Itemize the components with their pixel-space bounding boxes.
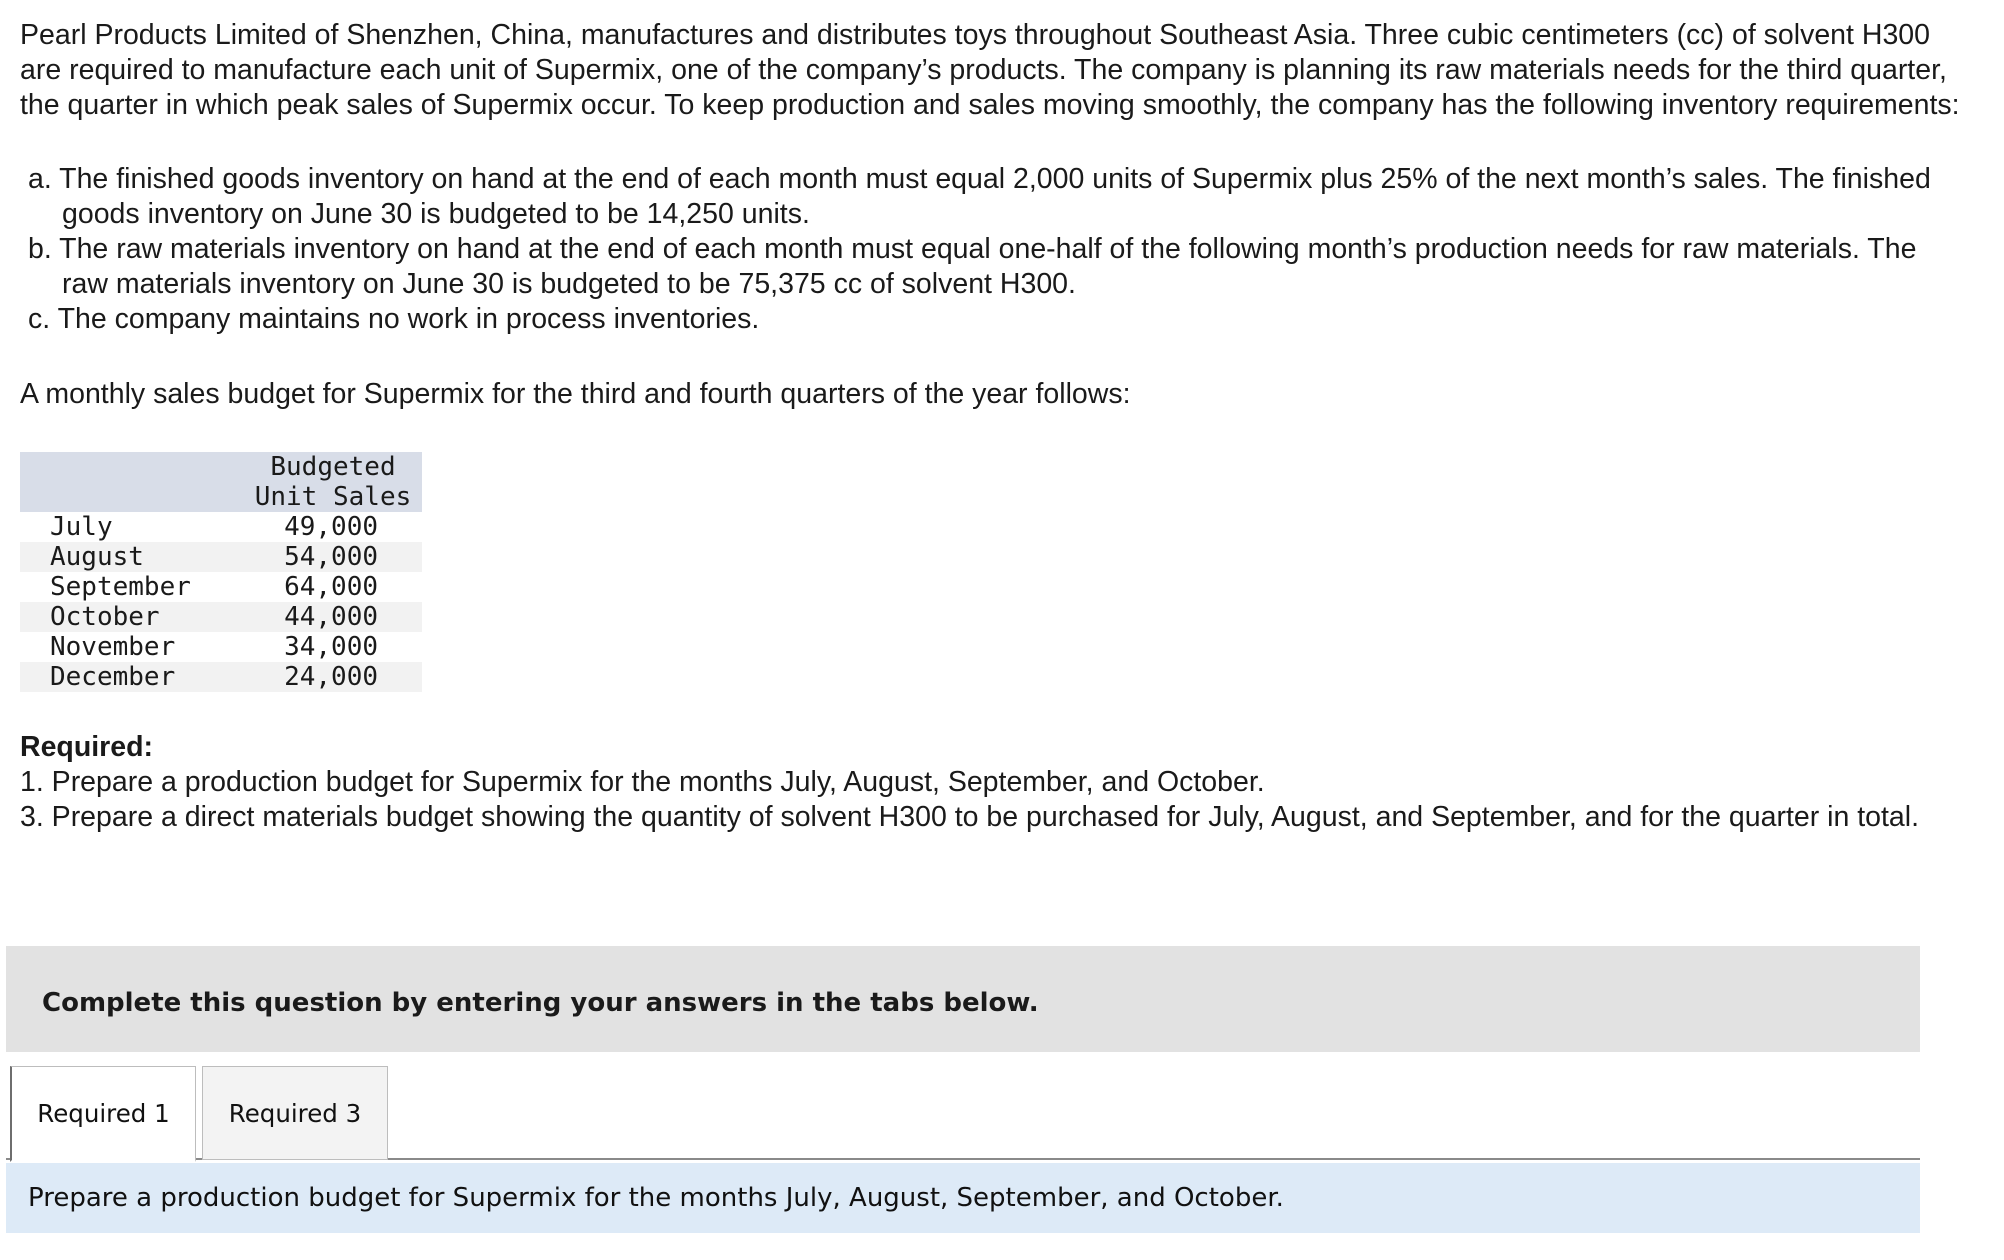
value-cell: 24,000 xyxy=(244,662,422,692)
value-cell: 54,000 xyxy=(244,542,422,572)
tab-required-1[interactable] xyxy=(10,1066,196,1162)
problem-content xyxy=(20,18,1960,835)
month-cell: October xyxy=(20,602,244,632)
table-header-budgeted-unit-sales xyxy=(244,452,422,512)
table-row xyxy=(20,632,422,662)
tab-label: Required 3 xyxy=(228,1098,362,1128)
answer-tabs xyxy=(6,1066,1920,1160)
table-row xyxy=(20,572,422,602)
month-cell: September xyxy=(20,572,244,602)
required-item-3: 3. Prepare a direct materials budget showing the quantity of solvent H300 to be purchased for July, August, and September, and for the quarter in total. xyxy=(20,801,1920,833)
tab-prompt-bar xyxy=(6,1163,1920,1233)
table-row xyxy=(20,542,422,572)
value-cell: 34,000 xyxy=(244,632,422,662)
instruction-text: Complete this question by entering your answers in the tabs below. xyxy=(42,988,1039,1018)
sales-budget-table xyxy=(20,452,422,692)
problem-intro: Pearl Products Limited of Shenzhen, China, manufactures and distributes toys throughout Southeast Asia. Three cubic centimeters (cc) of solvent H300 are required to manufacture each unit of Supermix, one of the company’s products. The company is planning its raw materials needs for the third quarter, the quarter in which peak sales of Supermix occur. To keep production and sales moving smoothly, the company has the following inventory requirements: xyxy=(20,19,1960,121)
tab-label: Required 1 xyxy=(37,1099,170,1128)
table-header-blank xyxy=(20,452,244,512)
table-row xyxy=(20,512,422,542)
table-header-row xyxy=(20,452,422,512)
required-title: Required: xyxy=(20,731,154,763)
table-row xyxy=(20,662,422,692)
header-line-1: Budgeted xyxy=(270,452,396,482)
table-row xyxy=(20,602,422,632)
sales-budget-intro: A monthly sales budget for Supermix for the third and fourth quarters of the year follows: xyxy=(20,378,1131,410)
value-cell: 49,000 xyxy=(244,512,422,542)
requirement-a: a. The finished goods inventory on hand at the end of each month must equal 2,000 units of Supermix plus 25% of the next month’s sales. The finished goods inventory on June 30 is budgeted to be 14,250 units. xyxy=(28,163,1931,230)
value-cell: 64,000 xyxy=(244,572,422,602)
month-cell: December xyxy=(20,662,244,692)
required-section xyxy=(20,730,1960,835)
month-cell: November xyxy=(20,632,244,662)
inventory-requirements-list xyxy=(28,162,1960,337)
tab-prompt-text: Prepare a production budget for Supermix for the months July, August, September, and October. xyxy=(28,1183,1284,1213)
month-cell: August xyxy=(20,542,244,572)
value-cell: 44,000 xyxy=(244,602,422,632)
tab-required-3[interactable] xyxy=(202,1066,388,1160)
required-item-1: 1. Prepare a production budget for Supermix for the months July, August, September, and October. xyxy=(20,766,1265,798)
header-line-2: Unit Sales xyxy=(254,482,412,512)
instruction-banner xyxy=(6,946,1920,1052)
requirement-c: c. The company maintains no work in process inventories. xyxy=(28,303,760,335)
requirement-b: b. The raw materials inventory on hand at the end of each month must equal one-half of the following month’s production needs for raw materials. The raw materials inventory on June 30 is budgeted to be 75,375 cc of solvent H300. xyxy=(28,233,1917,300)
month-cell: July xyxy=(20,512,244,542)
